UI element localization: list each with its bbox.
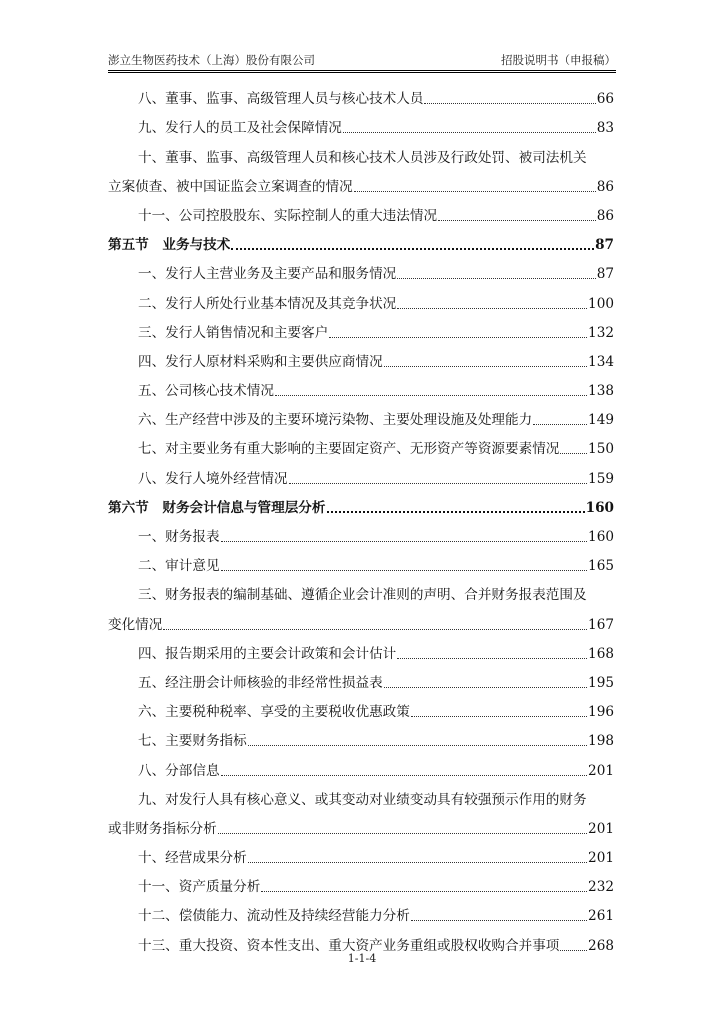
toc-entry[interactable] — [108, 637, 614, 666]
toc-entry-title: 四、报告期采用的主要会计政策和会计估计 — [138, 645, 397, 662]
toc-entry-page: 150 — [588, 441, 614, 458]
toc-entry[interactable] — [108, 753, 614, 782]
leader-dots — [384, 686, 587, 688]
toc-entry-title: 二、审计意见 — [138, 558, 220, 575]
toc-entry-title: 十一、公司控股股东、实际控制人的重大违法情况 — [138, 207, 438, 224]
toc-entry-title: 十二、偿债能力、流动性及持续经营能力分析 — [138, 908, 410, 925]
leader-dots — [248, 861, 587, 863]
toc-entry-title: 七、对主要业务有重大影响的主要固定资产、无形资产等资源要素情况 — [138, 441, 560, 458]
toc-entry-page: 86 — [596, 178, 614, 195]
toc-entry[interactable] — [108, 695, 614, 724]
toc-section-page: 87 — [595, 237, 614, 254]
toc-entry-page: 87 — [596, 266, 614, 283]
toc-entry-page: 201 — [588, 820, 614, 837]
toc-entry-page: 66 — [596, 91, 614, 108]
toc-entry-title: 八、分部信息 — [138, 762, 220, 779]
leader-dots — [231, 247, 594, 250]
toc-entry[interactable] — [108, 403, 614, 432]
toc-entry[interactable] — [108, 870, 614, 899]
toc-entry-line-1[interactable] — [108, 783, 614, 812]
document-title: 招股说明书（申报稿） — [501, 53, 616, 67]
header-rule — [108, 70, 616, 71]
toc-section-page: 160 — [585, 499, 614, 516]
page-footer — [0, 952, 724, 965]
leader-dots — [560, 452, 587, 454]
leader-dots — [397, 657, 587, 659]
header-rule-second — [108, 72, 616, 73]
toc-entry-page: 86 — [596, 207, 614, 224]
toc-entry-page: 160 — [588, 529, 614, 545]
leader-dots — [261, 890, 587, 892]
toc-entry[interactable] — [108, 724, 614, 753]
toc-entry-line-2[interactable] — [108, 812, 614, 841]
toc-entry-title: 十一、资产质量分析 — [138, 879, 261, 896]
leader-dots — [384, 365, 587, 367]
toc-entry-title: 三、财务报表的编制基础、遵循企业会计准则的声明、合并财务报表范围及 — [138, 587, 587, 604]
toc-entry-title: 十、董事、监事、高级管理人员和核心技术人员涉及行政处罚、被司法机关 — [138, 149, 587, 166]
toc-entry-page: 165 — [588, 558, 614, 575]
toc-entry[interactable] — [108, 111, 614, 140]
company-name: 澎立生物医药技术（上海）股份有限公司 — [108, 53, 315, 67]
toc-entry[interactable] — [108, 286, 614, 315]
toc-entry[interactable] — [108, 461, 614, 490]
toc-entry-title: 六、生产经营中涉及的主要环境污染物、主要处理设施及处理能力 — [138, 412, 533, 429]
page-header — [108, 50, 616, 70]
leader-dots — [221, 540, 587, 542]
toc-entry-title: 九、对发行人具有核心意义、或其变动对业绩变动具有较强预示作用的财务 — [138, 791, 587, 808]
toc-entry-line-1[interactable] — [108, 578, 614, 607]
leader-dots — [221, 569, 587, 571]
toc-entry-page: 198 — [588, 733, 614, 750]
leader-dots — [218, 832, 587, 834]
leader-dots — [354, 190, 596, 192]
toc-entry-page: 261 — [588, 908, 614, 925]
toc-entry-title: 一、财务报表 — [138, 529, 220, 545]
toc-entry-title-continued: 立案侦查、被中国证监会立案调查的情况 — [108, 178, 353, 195]
toc-entry-line-2[interactable] — [108, 170, 614, 199]
toc-entry-title: 十、经营成果分析 — [138, 850, 247, 867]
toc-entry-page: 83 — [596, 120, 614, 137]
toc-section-6[interactable] — [108, 491, 614, 520]
toc-entry-page: 201 — [588, 850, 614, 867]
leader-dots — [275, 394, 587, 396]
leader-dots — [411, 715, 587, 717]
toc-entry-page: 159 — [588, 470, 614, 487]
toc-entry-page: 167 — [588, 616, 614, 633]
toc-entry[interactable] — [108, 374, 614, 403]
toc-entry-title: 八、发行人境外经营情况 — [138, 470, 288, 487]
toc-entry-title: 一、发行人主营业务及主要产品和服务情况 — [138, 266, 397, 283]
leader-dots — [221, 774, 587, 776]
toc-entry-page: 132 — [588, 324, 614, 341]
toc-entry[interactable] — [108, 345, 614, 374]
toc-entry[interactable] — [108, 199, 614, 228]
toc-entry-page: 134 — [588, 353, 614, 370]
toc-entry-title: 十三、重大投资、资本性支出、重大资产业务重组或股权收购合并事项 — [138, 937, 560, 954]
toc-entry-title-continued: 或非财务指标分析 — [108, 820, 217, 837]
toc-entry-page: 232 — [588, 879, 614, 896]
toc-entry-title: 九、发行人的员工及社会保障情况 — [138, 120, 342, 137]
leader-dots — [248, 744, 587, 746]
toc-entry[interactable] — [108, 316, 614, 345]
leader-dots — [163, 628, 587, 630]
leader-dots — [533, 423, 587, 425]
toc-entry-line-2[interactable] — [108, 607, 614, 636]
toc-entry-page: 196 — [588, 704, 614, 721]
toc-entry-page: 138 — [588, 383, 614, 400]
toc-section-title: 第六节 财务会计信息与管理层分析 — [108, 499, 326, 516]
toc-section-title: 第五节 业务与技术 — [108, 237, 231, 254]
page-number: 1-1-4 — [347, 952, 377, 965]
toc-entry[interactable] — [108, 520, 614, 549]
toc-entry-line-1[interactable] — [108, 140, 614, 169]
toc-entry-title: 二、发行人所处行业基本情况及其竞争状况 — [138, 295, 397, 312]
leader-dots — [289, 482, 588, 484]
leader-dots — [411, 919, 587, 921]
toc-entry-title: 七、主要财务指标 — [138, 733, 247, 750]
toc-entry[interactable] — [108, 666, 614, 695]
toc-entry-page: 168 — [588, 645, 614, 662]
leader-dots — [397, 277, 595, 279]
leader-dots — [343, 131, 596, 133]
leader-dots — [329, 336, 587, 338]
toc-section-5[interactable] — [108, 228, 614, 257]
toc-entry-title: 五、公司核心技术情况 — [138, 383, 274, 400]
toc-entry[interactable] — [108, 257, 614, 286]
toc-entry-title: 八、董事、监事、高级管理人员与核心技术人员 — [138, 91, 424, 108]
leader-dots — [438, 219, 596, 221]
toc-entry-title: 六、主要税种税率、享受的主要税收优惠政策 — [138, 704, 410, 721]
leader-dots — [327, 510, 585, 513]
toc-entry[interactable] — [108, 82, 614, 111]
toc-entry-title: 三、发行人销售情况和主要客户 — [138, 324, 329, 341]
toc-entry[interactable] — [108, 841, 614, 870]
toc-entry-title: 四、发行人原材料采购和主要供应商情况 — [138, 353, 383, 370]
leader-dots — [424, 102, 595, 104]
leader-dots — [397, 307, 587, 309]
toc-entry-title: 五、经注册会计师核验的非经常性损益表 — [138, 674, 383, 691]
toc-entry-page: 201 — [588, 762, 614, 779]
leader-dots — [560, 949, 587, 951]
toc-entry[interactable] — [108, 432, 614, 461]
table-of-contents — [108, 82, 614, 958]
toc-entry-title-continued: 变化情况 — [108, 616, 163, 633]
toc-entry[interactable] — [108, 899, 614, 928]
toc-entry-page: 149 — [588, 412, 614, 429]
toc-entry-page: 195 — [588, 674, 614, 691]
toc-entry-page: 100 — [588, 295, 614, 312]
toc-entry-page: 268 — [588, 937, 614, 954]
toc-entry[interactable] — [108, 549, 614, 578]
